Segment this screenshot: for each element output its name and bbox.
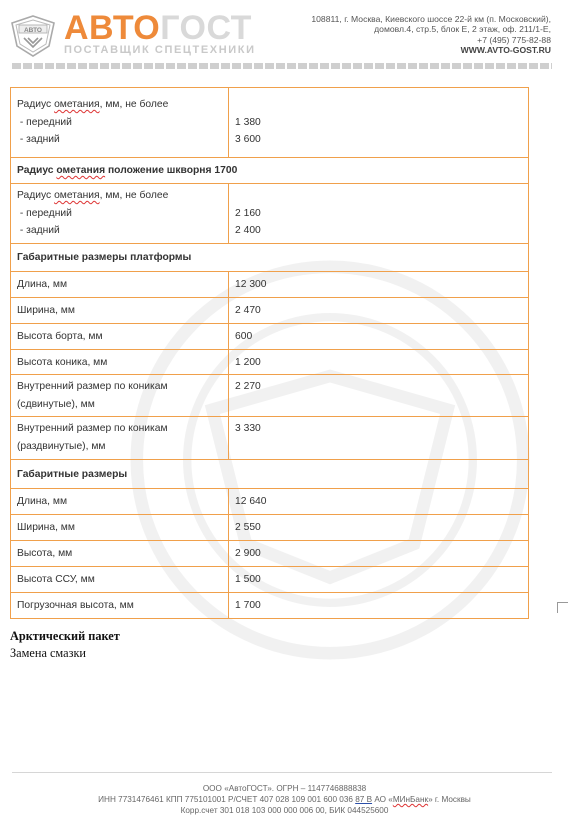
logo-word-gost: ГОСТ bbox=[160, 9, 252, 47]
body-text-line: Замена смазки bbox=[10, 646, 86, 660]
table-cell-label: Внутренний размер по коникам (раздвинутые), мм bbox=[11, 417, 229, 460]
table-cell-value: 2 160 2 400 bbox=[229, 184, 529, 244]
table-cell-label: Высота, мм bbox=[11, 541, 229, 567]
table-resize-handle[interactable] bbox=[557, 602, 568, 613]
logo-word-avto: АВТО bbox=[64, 9, 161, 47]
footer-divider bbox=[12, 772, 552, 773]
table-cell-value: 600 bbox=[229, 324, 529, 350]
table-row bbox=[11, 298, 529, 324]
table-cell-label: Радиус ометания, мм, не более - передний - задний bbox=[11, 88, 229, 158]
section-heading: Радиус ометания положение шкворня 1700 bbox=[11, 158, 529, 184]
table-row bbox=[11, 375, 529, 417]
table-row bbox=[11, 489, 529, 515]
table-cell-value: 2 270 bbox=[229, 375, 529, 417]
table-row bbox=[11, 272, 529, 298]
svg-text:АВТО: АВТО bbox=[23, 27, 43, 34]
table-cell-label: Высота борта, мм bbox=[11, 324, 229, 350]
section-heading: Габаритные размеры платформы bbox=[11, 244, 529, 272]
table-cell-value: 3 330 bbox=[229, 417, 529, 460]
section-row bbox=[11, 460, 529, 489]
table-row bbox=[11, 417, 529, 460]
table-cell-value: 1 380 3 600 bbox=[229, 88, 529, 158]
table-cell-label: Ширина, мм bbox=[11, 298, 229, 324]
table-cell-value: 1 500 bbox=[229, 567, 529, 593]
table-cell-value: 1 700 bbox=[229, 593, 529, 619]
footer-corr-line: Корр.счет 301 018 103 000 000 006 00, БИК 044525600 bbox=[180, 805, 389, 815]
table-cell-label: Ширина, мм bbox=[11, 515, 229, 541]
section-heading: Габаритные размеры bbox=[11, 460, 529, 489]
company-tagline: ПОСТАВЩИК СПЕЦТЕХНИКИ bbox=[64, 44, 256, 56]
table-cell-label: Высота ССУ, мм bbox=[11, 567, 229, 593]
table-row bbox=[11, 350, 529, 375]
header-divider bbox=[12, 63, 552, 69]
section-row bbox=[11, 244, 529, 272]
address-line-1: 108811, г. Москва, Киевского шоссе 22-й км (п. Московский), bbox=[311, 14, 551, 24]
table-row bbox=[11, 541, 529, 567]
footer-company-line: ООО «АвтоГОСТ». ОГРН – 1147746888838 bbox=[202, 784, 367, 793]
company-contacts bbox=[311, 14, 551, 55]
footer-bank-line: ИНН 7731476461 КПП 775101001 Р/СЧЕТ 407 028 109 001 600 036 87 В АО «МИнБанк» г. Москвы bbox=[98, 794, 471, 804]
letterhead bbox=[0, 0, 569, 72]
table-row bbox=[11, 593, 529, 619]
website-link[interactable]: WWW.AVTO-GOST.RU bbox=[460, 44, 551, 55]
table-cell-label: Внутренний размер по коникам (сдвинутые), мм bbox=[11, 375, 229, 417]
spec-table bbox=[10, 87, 529, 619]
table-row bbox=[11, 184, 529, 244]
phone-number: +7 (495) 775-82-88 bbox=[477, 34, 551, 45]
table-cell-label: Радиус ометания, мм, не более - передний - задний bbox=[11, 184, 229, 244]
table-cell-label: Длина, мм bbox=[11, 489, 229, 515]
table-row bbox=[11, 567, 529, 593]
table-cell-value: 2 550 bbox=[229, 515, 529, 541]
table-cell-label: Высота коника, мм bbox=[11, 350, 229, 375]
table-cell-value: 2 900 bbox=[229, 541, 529, 567]
table-cell-value: 1 200 bbox=[229, 350, 529, 375]
section-row bbox=[11, 158, 529, 184]
section-title-arctic: Арктический пакет bbox=[10, 629, 120, 643]
table-cell-value: 12 300 bbox=[229, 272, 529, 298]
footer-requisites bbox=[0, 784, 569, 816]
table-cell-value: 2 470 bbox=[229, 298, 529, 324]
table-cell-value: 12 640 bbox=[229, 489, 529, 515]
table-cell-label: Погрузочная высота, мм bbox=[11, 593, 229, 619]
avtogost-emblem-icon bbox=[10, 14, 56, 58]
table-row bbox=[11, 515, 529, 541]
table-row bbox=[11, 324, 529, 350]
table-row bbox=[11, 88, 529, 158]
company-logo-text bbox=[64, 10, 252, 46]
table-cell-label: Длина, мм bbox=[11, 272, 229, 298]
address-line-2: домовл.4, стр.5, блок Е, 2 этаж, оф. 211/1-Е, bbox=[374, 24, 551, 35]
